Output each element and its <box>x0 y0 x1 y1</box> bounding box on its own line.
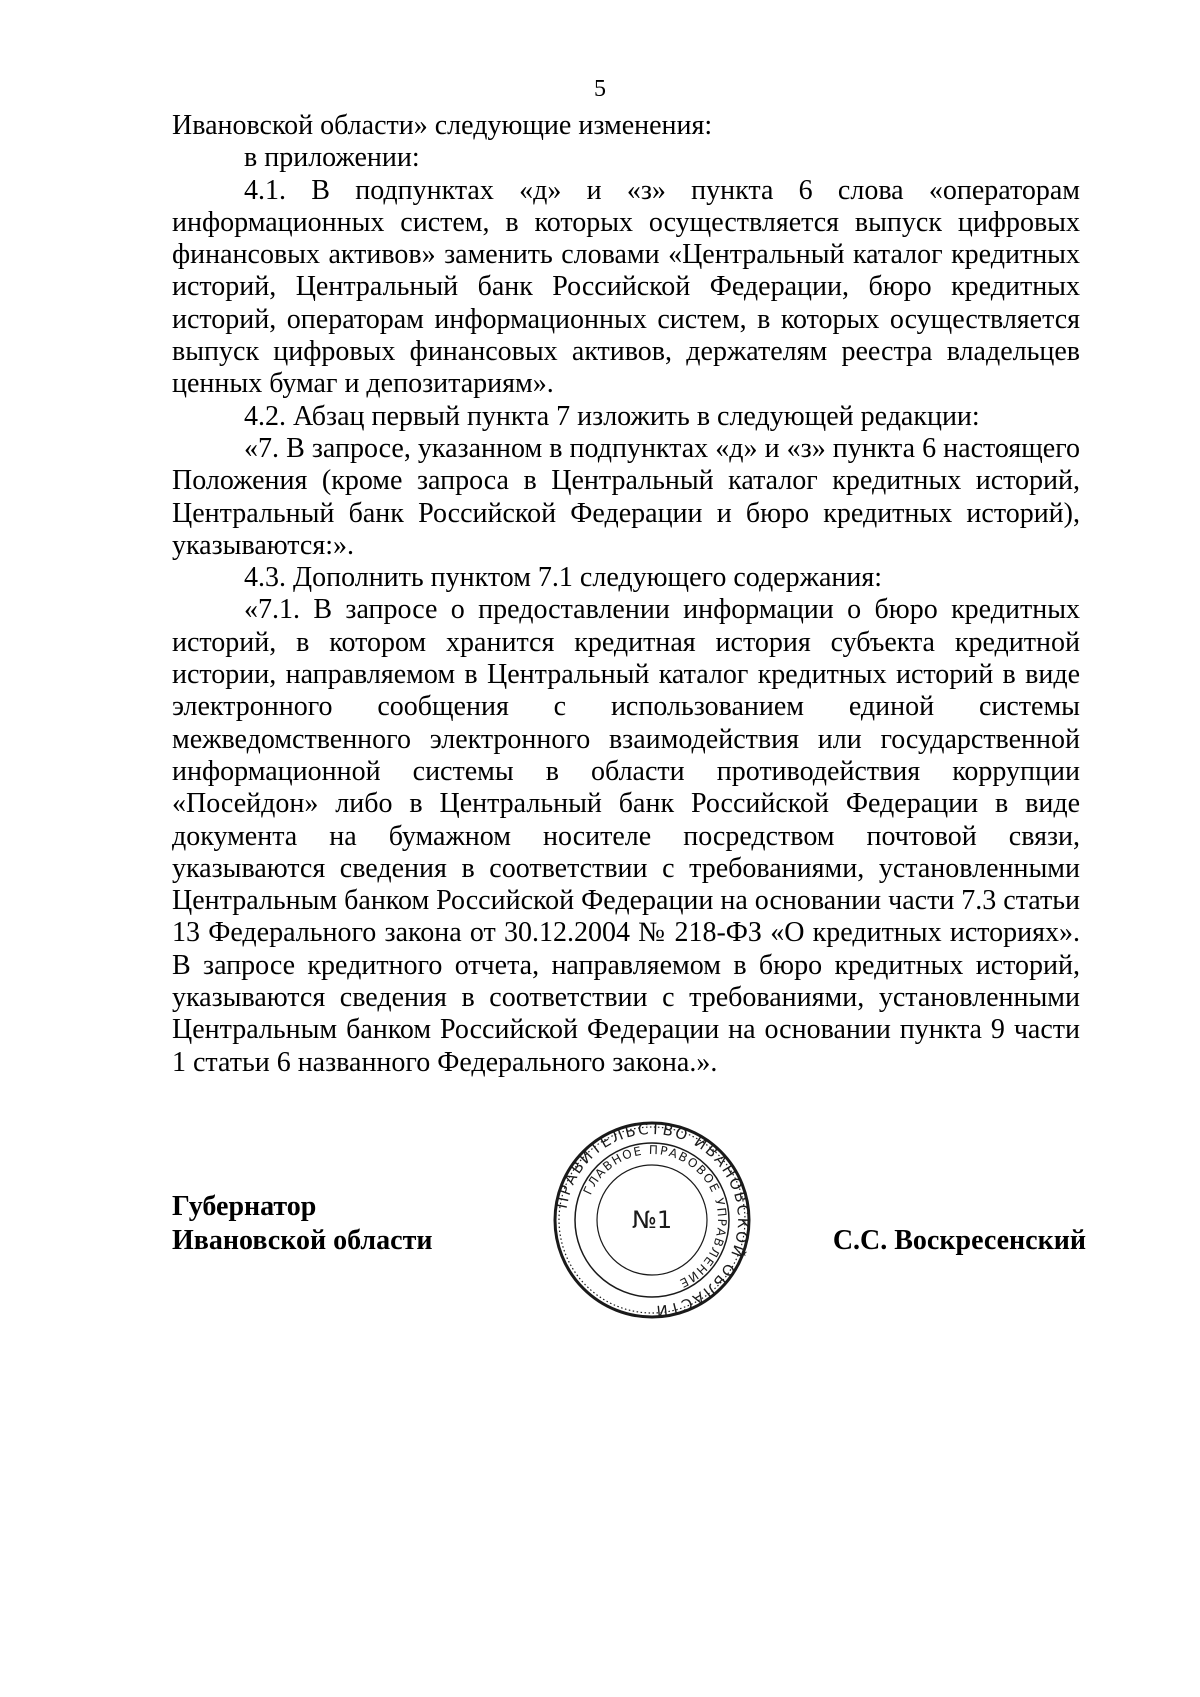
page-number: 5 <box>594 76 606 102</box>
paragraph-item-7-1: «7.1. В запросе о предоставлении информации о бюро кредитных историй, в котором хранится кредитная история субъекта кредитной истории, направляемом в Центральный каталог кредитных историй в виде электронного сообщения с использованием единой системы межведомственного электронного взаимодействия или государственной информационной системы в области противодействия коррупции «Посейдон» либо в Центральный банк Российской Федерации в виде документа на бумажном носителе посредством почтовой связи, указываются сведения в соответствии с требованиями, установленными Центральным банком Российской Федерации на основании части 7.3 статьи 13 Федерального закона от 30.12.2004 № 218-ФЗ «О кредитных историях». В запросе кредитного отчета, направляемом в бюро кредитных историй, указываются сведения в соответствии с требованиями, установленными Центральным банком Российской Федерации на основании пункта 9 части 1 статьи 6 названного Федерального закона.». <box>172 594 1081 1078</box>
paragraph-4-1: 4.1. В подпунктах «д» и «з» пункта 6 слова «операторам информационных систем, в которых осуществляется выпуск цифровых финансовых активов» заменить словами «Центральный каталог кредитных историй, Центральный банк Российской Федерации, бюро кредитных историй, операторам информационных систем, в которых осуществляется выпуск цифровых финансовых активов, держателям реестра владельцев ценных бумаг и депозитариям». <box>172 174 1080 400</box>
document-body <box>172 110 1080 1079</box>
seal-graphic <box>552 1120 752 1320</box>
signatory-name: С.С. Воскресенский <box>832 1225 1086 1256</box>
paragraph-4-2: 4.2. Абзац первый пункта 7 изложить в следующей редакции: <box>244 400 980 432</box>
paragraph-item-7: «7. В запросе, указанном в подпунктах «д» и «з» пункта 6 настоящего Положения (кроме запроса в Центральный каталог кредитных историй, Центральный банк Российской Федерации и бюро кредитных историй), указываются:». <box>172 432 1080 561</box>
paragraph-continuation: Ивановской области» следующие изменения: <box>172 110 713 141</box>
signatory-position-line1: Губернатор <box>172 1191 317 1222</box>
signatory-position-line2: Ивановской области <box>172 1225 433 1256</box>
seal-outer-text: ПРАВИТЕЛЬСТВО ИВАНОВСКОЙ ОБЛАСТИ <box>552 1120 752 1320</box>
paragraph-in-appendix: в приложении: <box>244 142 420 174</box>
paragraph-4-3: 4.3. Дополнить пунктом 7.1 следующего содержания: <box>244 562 883 594</box>
seal-inner-text: ГЛАВНОЕ ПРАВОВОЕ УПРАВЛЕНИЕ <box>580 1142 730 1291</box>
signatory-position <box>172 1190 432 1258</box>
official-seal <box>552 1120 752 1320</box>
seal-center-number: №1 <box>631 1206 673 1234</box>
